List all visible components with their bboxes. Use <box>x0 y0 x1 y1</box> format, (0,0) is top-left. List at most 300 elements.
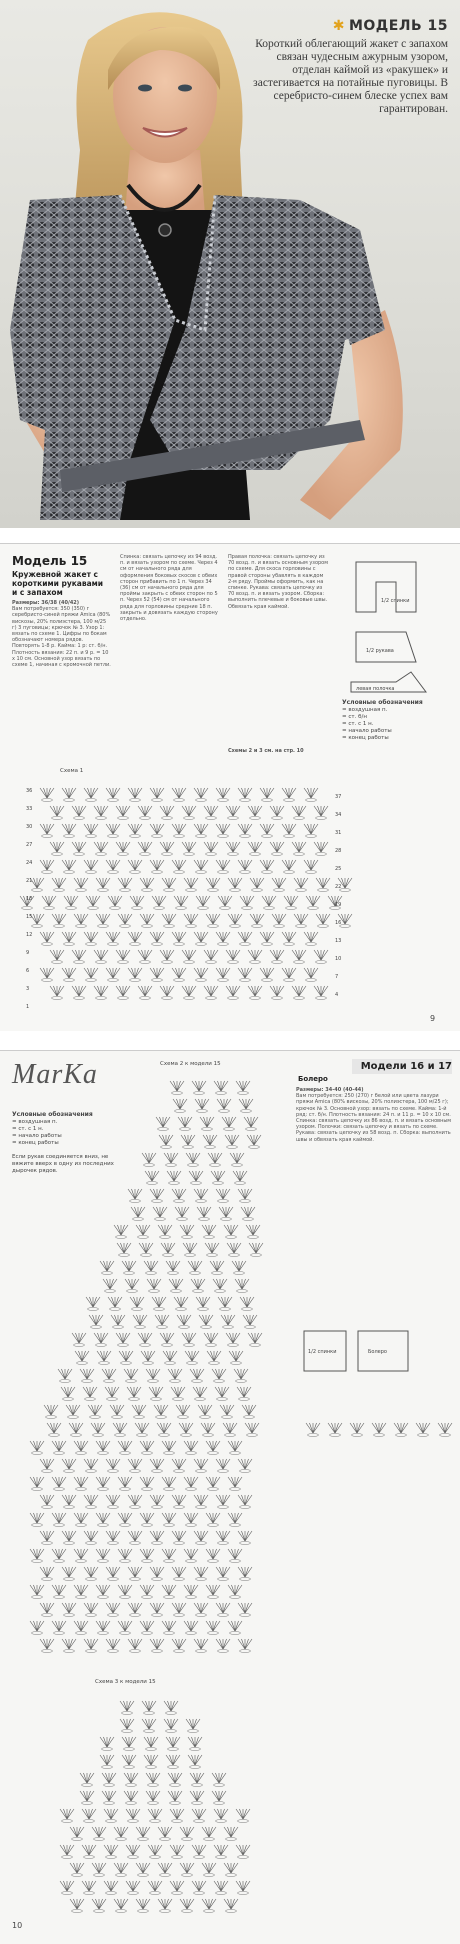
stitch-fan <box>314 806 328 820</box>
stitch-fan <box>228 1441 242 1455</box>
stitch-fan <box>186 1153 200 1167</box>
stitch-fan <box>118 878 132 892</box>
legend2-item-start: = начало работы <box>12 1133 62 1139</box>
stitch-fan <box>188 1261 202 1275</box>
stitch-fan <box>64 896 78 910</box>
stitch-fan <box>204 950 218 964</box>
page10-text: Вам потребуется: 250 (270) г белой или цвета лазури пряжи Amica (80% вискозы, 20% полиэстера, 100 м/25 г); крючок № 3. Основной узор: вязать по схеме. Кайма: 1-й ряд: ст. б/н. Плотность вязания: 24 п. и 11 р. = 10 х 10 см. Спинка: связать цепочку из 86 возд. п. и вязать основным узором. Полочки: связать цепочку и вязать по схеме. Рукава: связать цепочку из 58 возд. п. Сборка: выполнить швы и обвязать края каймой. <box>296 1093 452 1143</box>
stitch-fan <box>84 860 98 874</box>
row-number-right: 19 <box>335 902 342 908</box>
stitch-fan <box>166 1261 180 1275</box>
stitch-fan <box>304 824 318 838</box>
crochet-chart-1 <box>0 774 460 1024</box>
stitch-fan <box>96 1477 110 1491</box>
stitch-fan <box>168 1369 182 1383</box>
legend2-item-chain: = воздушная п. <box>12 1119 58 1125</box>
stitch-fan <box>190 1773 204 1787</box>
stitch-fan <box>248 806 262 820</box>
stitch-fan <box>102 1791 116 1805</box>
stitch-fan <box>206 1621 220 1635</box>
stitch-fan <box>110 1405 124 1419</box>
stitch-fan <box>238 1531 252 1545</box>
stitch-fan <box>211 1171 225 1185</box>
stitch-fan <box>138 842 152 856</box>
stitch-fan <box>162 1585 176 1599</box>
page10-legend-title: Условные обозначения <box>12 1111 93 1118</box>
stitch-fan <box>248 950 262 964</box>
stitch-fan <box>164 1153 178 1167</box>
stitch-fan <box>272 878 286 892</box>
stitch-fan <box>146 1791 160 1805</box>
stitch-fan <box>228 914 242 928</box>
stitch-fan <box>106 824 120 838</box>
stitch-fan <box>314 842 328 856</box>
stitch-fan <box>172 860 186 874</box>
stitch-fan <box>184 1513 198 1527</box>
stitch-fan <box>138 950 152 964</box>
stitch-fan <box>232 1261 246 1275</box>
stitch-fan <box>218 1297 232 1311</box>
stitch-fan <box>250 914 264 928</box>
stitch-fan <box>62 1567 76 1581</box>
stitch-fan <box>156 1117 170 1131</box>
page9-schema-label: Схема 1 <box>60 768 84 774</box>
stitch-fan <box>170 1809 184 1823</box>
stitch-fan <box>166 1737 180 1751</box>
stitch-fan <box>128 1459 142 1473</box>
stitch-fan <box>148 1845 162 1859</box>
stitch-fan <box>248 1333 262 1347</box>
stitch-fan <box>140 1585 154 1599</box>
row-number-right: 34 <box>335 812 342 818</box>
stitch-fan <box>181 1135 195 1149</box>
stitch-fan <box>155 1315 169 1329</box>
stitch-fan <box>70 1863 84 1877</box>
row-number-right: 13 <box>335 938 342 944</box>
stitch-fan <box>221 1315 235 1329</box>
stitch-fan <box>131 1207 145 1221</box>
stitch-fan <box>117 1243 131 1257</box>
stitch-fan <box>158 1827 172 1841</box>
stitch-fan <box>60 1881 74 1895</box>
stitch-fan <box>75 1351 89 1365</box>
stitch-fan <box>294 878 308 892</box>
stitch-fan <box>72 1333 86 1347</box>
stitch-fan <box>184 1549 198 1563</box>
stitch-fan <box>173 1099 187 1113</box>
stitch-fan <box>162 1477 176 1491</box>
stitch-fan <box>214 1845 228 1859</box>
stitch-fan <box>106 1495 120 1509</box>
stitch-fan <box>230 1153 244 1167</box>
stitch-fan <box>248 842 262 856</box>
stitch-fan <box>204 986 218 1000</box>
stitch-fan <box>128 1639 142 1653</box>
stitch-fan <box>145 1171 159 1185</box>
stitch-fan <box>72 950 86 964</box>
page10-number: 10 <box>12 1921 23 1930</box>
stitch-fan <box>108 1297 122 1311</box>
stitch-fan <box>236 1809 250 1823</box>
stitch-fan <box>206 1441 220 1455</box>
stitch-fan <box>216 932 230 946</box>
row-number-left: 15 <box>26 914 33 920</box>
row-number-left: 24 <box>26 860 33 866</box>
pattern-page-9 <box>0 543 460 1031</box>
stitch-fan <box>103 1279 117 1293</box>
stitch-fan <box>182 806 196 820</box>
row-number-left: 18 <box>26 896 33 902</box>
stitch-fan <box>153 1207 167 1221</box>
stitch-fan <box>219 1207 233 1221</box>
stitch-fan <box>135 1423 149 1437</box>
stitch-fan <box>94 1333 108 1347</box>
stitch-fan <box>40 1567 54 1581</box>
stitch-fan <box>216 1459 230 1473</box>
stitch-fan <box>241 1207 255 1221</box>
stitch-fan <box>144 1261 158 1275</box>
stitch-fan <box>184 914 198 928</box>
stitch-fan <box>136 1863 150 1877</box>
stitch-fan <box>96 1585 110 1599</box>
stitch-fan <box>160 842 174 856</box>
stitch-fan <box>226 986 240 1000</box>
stitch-fan <box>150 932 164 946</box>
stitch-fan <box>150 860 164 874</box>
legend-item-sc: = ст. б/н <box>342 714 367 720</box>
legend2-item-end: = конец работы <box>12 1140 59 1146</box>
stitch-fan <box>292 950 306 964</box>
stitch-fan <box>40 968 54 982</box>
stitch-fan <box>30 1513 44 1527</box>
stitch-fan <box>183 1243 197 1257</box>
stitch-fan <box>238 824 252 838</box>
stitch-fan <box>74 1621 88 1635</box>
stitch-fan <box>138 1333 152 1347</box>
stitch-fan <box>146 1773 160 1787</box>
stitch-fan <box>188 1737 202 1751</box>
stitch-fan <box>92 1863 106 1877</box>
stitch-fan <box>198 1405 212 1419</box>
stitch-fan <box>100 1261 114 1275</box>
stitch-fan <box>84 824 98 838</box>
stitch-fan <box>160 950 174 964</box>
stitch-fan <box>238 968 252 982</box>
stitch-fan <box>292 986 306 1000</box>
stitch-fan <box>260 932 274 946</box>
stitch-fan <box>50 842 64 856</box>
stitch-fan <box>62 932 76 946</box>
stitch-fan <box>40 824 54 838</box>
stitch-fan <box>106 968 120 982</box>
stitch-fan <box>196 1297 210 1311</box>
stitch-fan <box>201 1423 215 1437</box>
stitch-fan <box>88 1405 102 1419</box>
legend-item-start: = начало работы <box>342 728 392 734</box>
stitch-fan <box>141 1351 155 1365</box>
stitch-fan <box>126 1809 140 1823</box>
stitch-fan <box>82 1881 96 1895</box>
stitch-fan <box>118 1477 132 1491</box>
stitch-fan <box>92 1899 106 1913</box>
stitch-fan <box>214 1809 228 1823</box>
stitch-fan <box>128 932 142 946</box>
stitch-fan <box>94 806 108 820</box>
stitch-fan <box>106 1603 120 1617</box>
stitch-fan <box>217 1099 231 1113</box>
stitch-fan <box>89 1315 103 1329</box>
stitch-fan <box>30 1441 44 1455</box>
stitch-fan <box>84 1567 98 1581</box>
stitch-fan <box>30 1585 44 1599</box>
stitch-fan <box>184 1441 198 1455</box>
stitch-fan <box>60 1845 74 1859</box>
stitch-fan <box>172 1459 186 1473</box>
stitch-fan <box>248 986 262 1000</box>
stitch-fan <box>142 1701 156 1715</box>
stitch-fan <box>118 1621 132 1635</box>
stitch-fan <box>294 914 308 928</box>
stitch-fan <box>47 1423 61 1437</box>
stitch-fan <box>222 1117 236 1131</box>
stitch-fan <box>162 1549 176 1563</box>
stitch-fan <box>235 1279 249 1293</box>
stitch-fan <box>170 1845 184 1859</box>
legend-item-end: = конец работы <box>342 735 389 741</box>
stitch-fan <box>216 1495 230 1509</box>
stitch-fan <box>314 950 328 964</box>
stitch-fan <box>74 1477 88 1491</box>
stitch-fan <box>179 1423 193 1437</box>
stitch-fan <box>172 1639 186 1653</box>
stitch-fan <box>52 914 66 928</box>
stitch-fan <box>292 842 306 856</box>
diagram2-label-back: 1/2 спинки <box>308 1349 337 1355</box>
stitch-fan <box>84 1639 98 1653</box>
stitch-fan <box>62 1495 76 1509</box>
stitch-fan <box>168 1773 182 1787</box>
stitch-fan <box>240 896 254 910</box>
stitch-fan <box>304 968 318 982</box>
stitch-fan <box>171 1387 185 1401</box>
stitch-fan <box>62 968 76 982</box>
stitch-fan <box>204 1333 218 1347</box>
stitch-fan <box>195 1099 209 1113</box>
stitch-fan <box>203 1135 217 1149</box>
stitch-fan <box>234 1369 248 1383</box>
stitch-fan <box>157 1423 171 1437</box>
stitch-fan <box>84 1495 98 1509</box>
stitch-fan <box>70 1899 84 1913</box>
stitch-fan <box>194 1495 208 1509</box>
stitch-fan <box>236 1881 250 1895</box>
row-number-right: 22 <box>335 884 342 890</box>
stitch-fan <box>239 1099 253 1113</box>
stitch-fan <box>100 1755 114 1769</box>
stitch-fan <box>40 1531 54 1545</box>
stitch-fan <box>172 1567 186 1581</box>
row-number-right: 4 <box>335 992 339 998</box>
row-number-left: 9 <box>26 950 30 956</box>
stitch-fan <box>220 1405 234 1419</box>
stitch-fan <box>106 1531 120 1545</box>
stitch-fan <box>270 950 284 964</box>
stitch-fan <box>140 1621 154 1635</box>
stitch-fan <box>194 1459 208 1473</box>
stitch-fan <box>125 1279 139 1293</box>
stitch-fan <box>40 1495 54 1509</box>
stitch-fan <box>182 842 196 856</box>
stitch-fan <box>80 1791 94 1805</box>
stitch-fan <box>180 1899 194 1913</box>
stitch-fan <box>130 1297 144 1311</box>
stitch-fan <box>194 968 208 982</box>
stitch-fan <box>167 1171 181 1185</box>
stitch-fan <box>191 1279 205 1293</box>
stitch-fan <box>122 1261 136 1275</box>
stitch-fan <box>52 1621 66 1635</box>
stitch-fan <box>184 1621 198 1635</box>
stitch-fan <box>162 1441 176 1455</box>
stitch-fan <box>140 878 154 892</box>
stitch-fan <box>62 1459 76 1473</box>
page10-schema3-label: Схема 3 к модели 15 <box>95 1679 156 1685</box>
page9-text-column-1 <box>12 600 112 760</box>
stitch-fan <box>314 986 328 1000</box>
stitch-fan <box>74 1513 88 1527</box>
stitch-fan <box>196 896 210 910</box>
stitch-fan <box>162 1621 176 1635</box>
stitch-fan <box>284 896 298 910</box>
stitch-fan <box>194 1603 208 1617</box>
stitch-fan <box>114 1225 128 1239</box>
stitch-fan <box>202 1863 216 1877</box>
stitch-fan <box>206 1477 220 1491</box>
stitch-fan <box>80 1369 94 1383</box>
stitch-fan <box>218 896 232 910</box>
stitch-fan <box>108 896 122 910</box>
stitch-fan <box>84 788 98 802</box>
stitch-fan <box>247 1135 261 1149</box>
stitch-fan <box>66 1405 80 1419</box>
stitch-fan <box>204 806 218 820</box>
stitch-fan <box>202 1225 216 1239</box>
stitch-fan <box>116 1333 130 1347</box>
page10-model-title: Модели 16 и 17 <box>352 1059 452 1074</box>
stitch-fan <box>162 1513 176 1527</box>
stitch-fan <box>144 1755 158 1769</box>
stitch-fan <box>80 1773 94 1787</box>
stitch-fan <box>158 1899 172 1913</box>
stitch-fan <box>216 1567 230 1581</box>
stitch-fan <box>116 842 130 856</box>
stitch-fan <box>206 1549 220 1563</box>
stitch-fan <box>50 950 64 964</box>
stitch-fan <box>146 1369 160 1383</box>
stitch-fan <box>306 896 320 910</box>
stitch-fan <box>175 1207 189 1221</box>
stitch-fan <box>104 1809 118 1823</box>
stitch-fan <box>190 1791 204 1805</box>
stitch-fan <box>249 1243 263 1257</box>
stitch-fan <box>52 1477 66 1491</box>
stitch-fan <box>111 1315 125 1329</box>
stitch-fan <box>194 932 208 946</box>
row-number-right: 28 <box>335 848 342 854</box>
stitch-fan <box>185 1351 199 1365</box>
stitch-fan <box>260 788 274 802</box>
row-number-left: 6 <box>26 968 30 974</box>
page9-number: 9 <box>430 1014 436 1023</box>
stitch-fan <box>62 1531 76 1545</box>
pattern-page-10 <box>0 1050 460 1944</box>
stitch-fan <box>172 1495 186 1509</box>
stitch-fan <box>228 1549 242 1563</box>
stitch-fan <box>184 1585 198 1599</box>
stitch-fan <box>168 1791 182 1805</box>
stitch-fan <box>192 1081 206 1095</box>
page9-schema-ref: Схемы 2 и 3 см. на стр. 10 <box>228 748 304 754</box>
stitch-fan <box>118 1585 132 1599</box>
stitch-fan <box>40 788 54 802</box>
stitch-fan <box>58 1369 72 1383</box>
stitch-fan <box>52 878 66 892</box>
stitch-fan <box>260 968 274 982</box>
stitch-fan <box>106 860 120 874</box>
stitch-fan <box>150 968 164 982</box>
stitch-fan <box>194 824 208 838</box>
stitch-fan <box>44 1405 58 1419</box>
stitch-fan <box>282 788 296 802</box>
stitch-fan <box>158 1225 172 1239</box>
page9-sizes: Размеры: 36/38 (40/42) <box>12 600 80 606</box>
stitch-fan <box>172 788 186 802</box>
stitch-fan <box>192 1845 206 1859</box>
stitch-fan <box>438 1423 452 1437</box>
stitch-fan <box>120 1701 134 1715</box>
stitch-fan <box>238 1567 252 1581</box>
page9-text-column-3: Правая полочка: связать цепочку из 70 возд. п. и вязать основным узором по схеме. Для скоса горловины с правой стороны убавлять в каждом 2-м ряду. Проймы оформить, как на спинке. Рукава: связать цепочку из 70 возд. п. и вязать узором. Сборка: выполнить плечевые и боковые швы. Обвязать края каймой. <box>228 554 328 610</box>
stitch-fan <box>114 1863 128 1877</box>
stitch-fan <box>260 860 274 874</box>
stitch-fan <box>147 1279 161 1293</box>
row-number-left: 27 <box>26 842 33 848</box>
stitch-fan <box>94 842 108 856</box>
stitch-fan <box>139 1243 153 1257</box>
stitch-fan <box>124 1773 138 1787</box>
stitch-fan <box>233 1171 247 1185</box>
stitch-fan <box>328 1423 342 1437</box>
stitch-fan <box>128 824 142 838</box>
stitch-fan <box>150 1531 164 1545</box>
stitch-fan <box>142 1719 156 1733</box>
stitch-fan <box>128 788 142 802</box>
stitch-fan <box>260 824 274 838</box>
stitch-fan <box>160 806 174 820</box>
row-number-left: 36 <box>26 788 33 794</box>
row-number-right: 10 <box>335 956 342 962</box>
stitch-fan <box>128 1531 142 1545</box>
stitch-fan <box>74 914 88 928</box>
row-number-left: 3 <box>26 986 30 992</box>
stitch-fan <box>223 1423 237 1437</box>
stitch-fan <box>133 1315 147 1329</box>
stitch-fan <box>194 788 208 802</box>
stitch-fan <box>216 968 230 982</box>
stitch-fan <box>74 1441 88 1455</box>
stitch-fan <box>82 1845 96 1859</box>
page9-schematics <box>336 552 456 697</box>
